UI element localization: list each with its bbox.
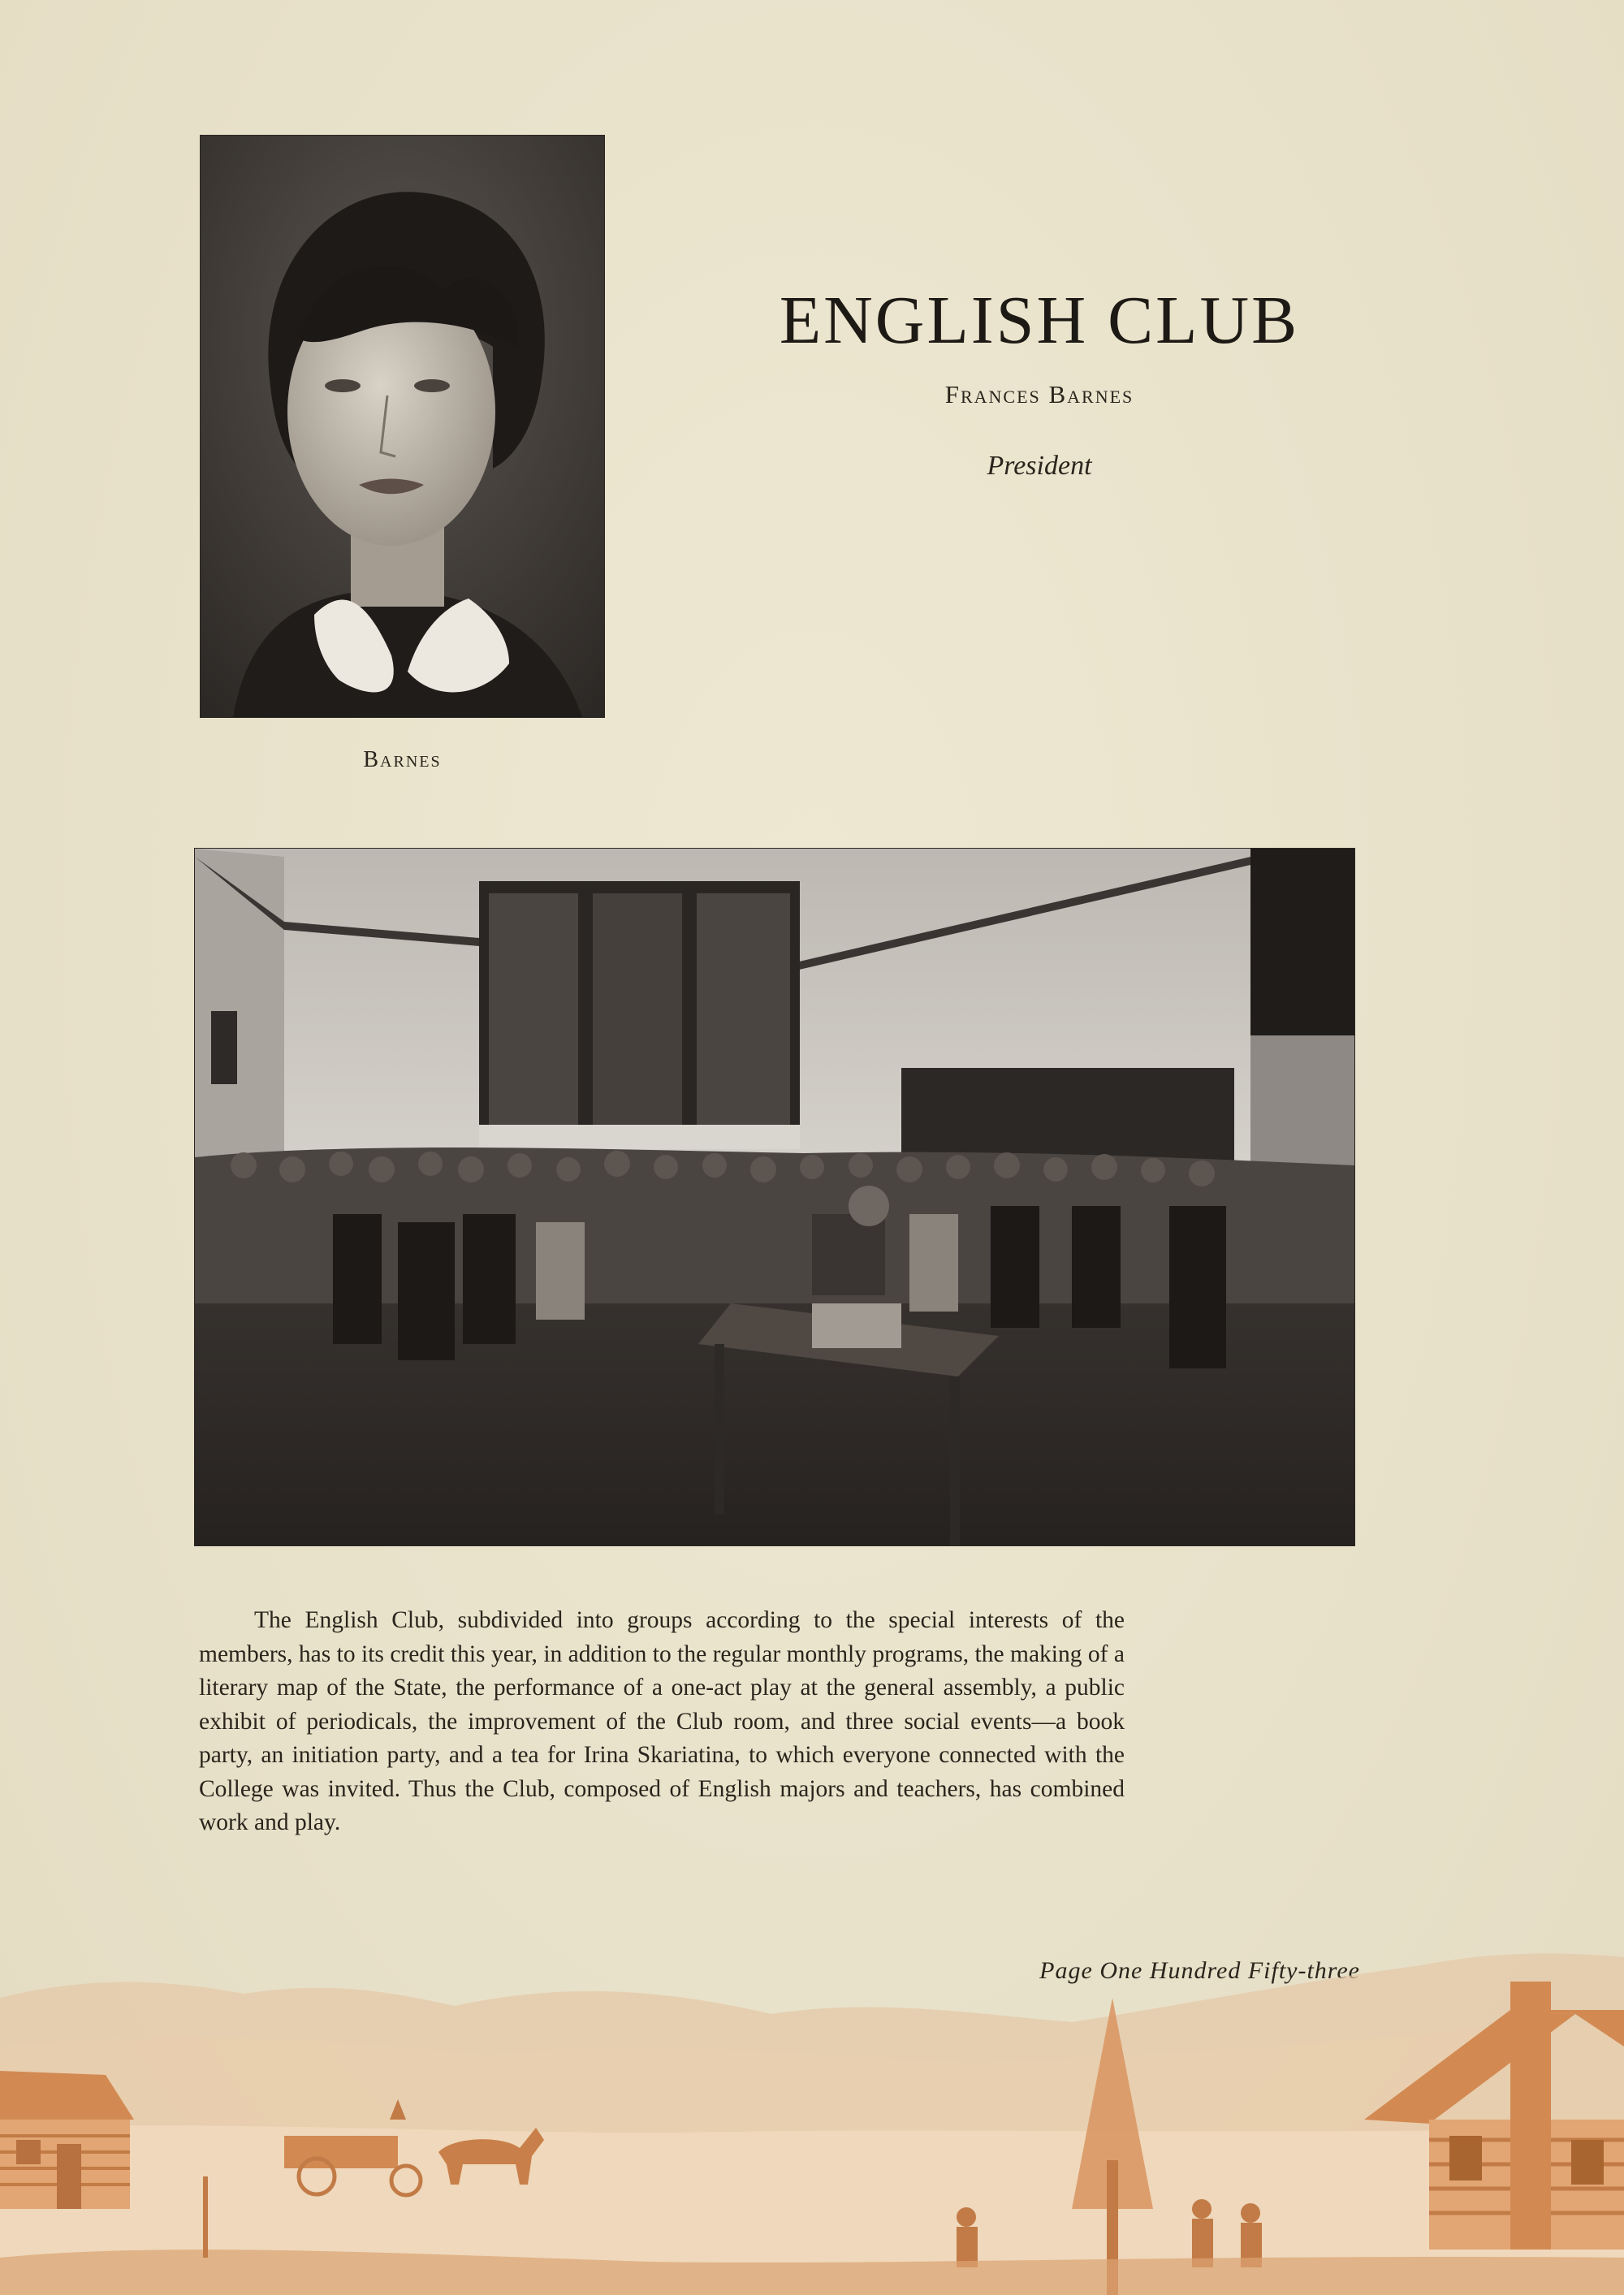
group-photo [195,849,1354,1545]
pioneer-scene-illustration [0,1933,1624,2295]
description-paragraph: The English Club, subdivided into groups according to the special interests of the members, has to its credit this year, in addition to the regular monthly programs, the making of a literary map of the State, the performance of a one-act play at the general assembly, a public exhibit of periodicals, the improvement of the Club room, and three social events—a book party, an initiation party, and a tea for Irina Skariatina, to which everyone connected with the College was invited. Thus the Club, composed of English majors and teachers, has combined work and play. [199,1607,1125,1835]
portrait-caption: Barnes [363,747,442,772]
officer-role: President [987,451,1092,481]
portrait-photo [201,136,604,717]
club-description [199,1604,1125,1840]
page-number: Page One Hundred Fifty-three [1039,1957,1360,1984]
officer-name: Frances Barnes [944,380,1134,408]
club-title: ENGLISH CLUB [779,283,1300,359]
